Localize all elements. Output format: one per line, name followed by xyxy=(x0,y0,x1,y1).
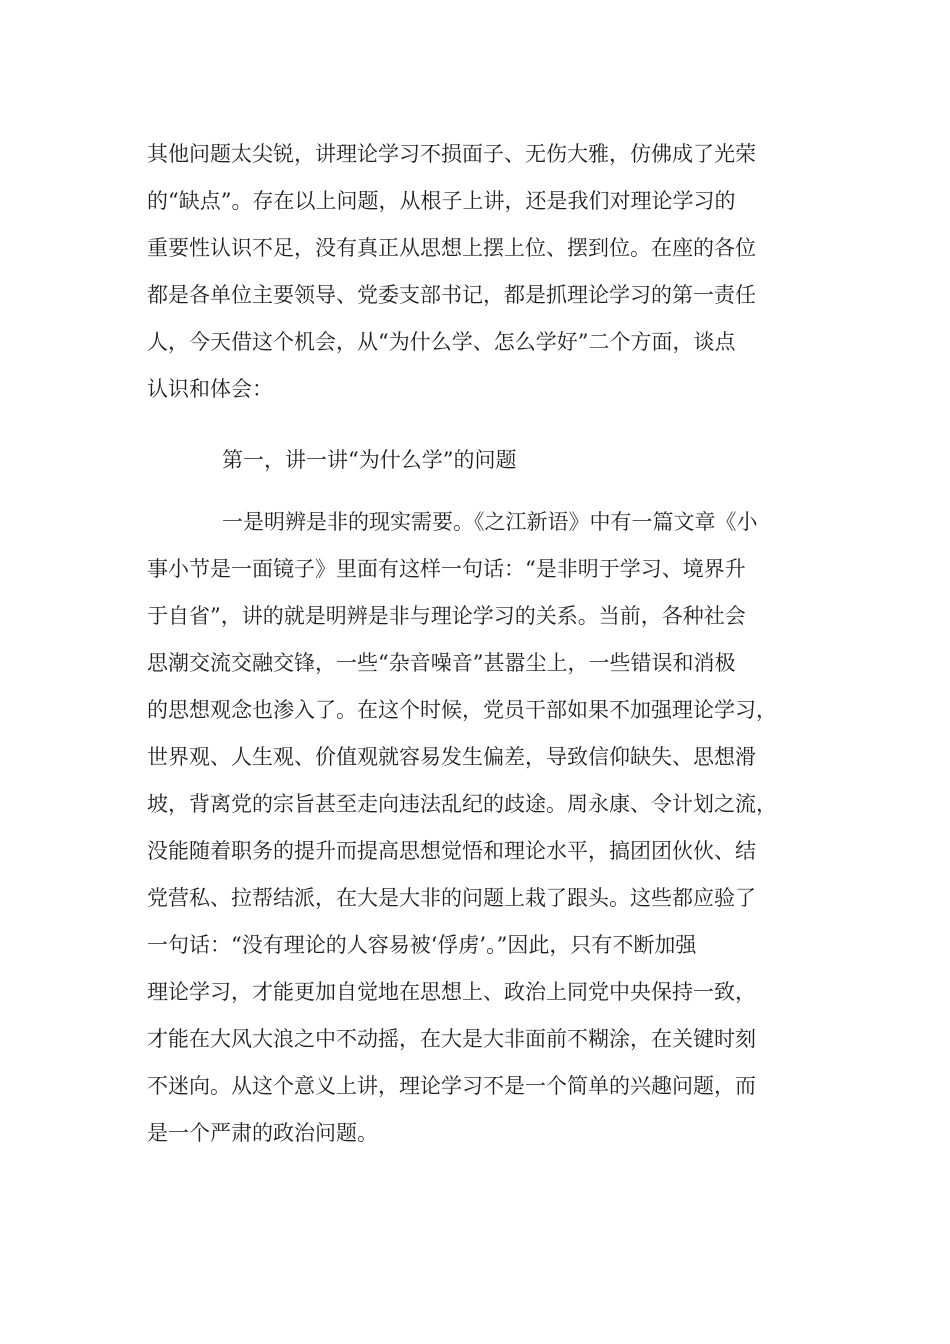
text-line: 都是各单位主要领导、党委支部书记，都是抓理论学习的第一责任 xyxy=(147,283,756,307)
text-line: 一是明辨是非的现实需要。《之江新语》中有一篇文章《小 xyxy=(222,510,758,534)
text-line: 认识和体会： xyxy=(147,377,273,401)
text-line: 人，今天借这个机会，从“为什么学、怎么学好”二个方面，谈点 xyxy=(147,330,736,354)
text-line: 理论学习，才能更加自觉地在思想上、政治上同党中央保持一致， xyxy=(147,980,756,1004)
text-line: 党营私、拉帮结派，在大是大非的问题上栽了跟头。这些都应验了 xyxy=(147,886,756,910)
text-line: 不迷向。从这个意义上讲，理论学习不是一个简单的兴趣问题，而 xyxy=(147,1074,756,1098)
text-line: 一句话：“没有理论的人容易被‘俘虏’。”因此，只有不断加强 xyxy=(147,933,697,957)
text-line: 没能随着职务的提升而提高思想觉悟和理论水平，搞团团伙伙、结 xyxy=(147,839,756,863)
text-line: 重要性认识不足，没有真正从思想上摆上位、摆到位。在座的各位 xyxy=(147,236,756,260)
section-heading: 第一，讲一讲“为什么学”的问题 xyxy=(222,448,517,472)
text-line: 的思想观念也渗入了。在这个时候，党员干部如果不加强理论学习， xyxy=(147,698,777,722)
text-line: 才能在大风大浪之中不动摇，在大是大非面前不糊涂，在关键时刻 xyxy=(147,1027,756,1051)
text-line: 思潮交流交融交锋，一些“杂音噪音”甚嚣尘上，一些错误和消极 xyxy=(147,651,736,675)
text-line: 于自省”，讲的就是明辨是非与理论学习的关系。当前，各种社会 xyxy=(147,604,746,628)
text-line: 世界观、人生观、价值观就容易发生偏差，导致信仰缺失、思想滑 xyxy=(147,745,756,769)
text-line: 是一个严肃的政治问题。 xyxy=(147,1121,378,1145)
text-line: 其他问题太尖锐，讲理论学习不损面子、无伤大雅，仿佛成了光荣 xyxy=(147,142,756,166)
text-line: 坡，背离党的宗旨甚至走向违法乱纪的歧途。周永康、令计划之流， xyxy=(147,792,777,816)
text-line: 的“缺点”。存在以上问题，从根子上讲，还是我们对理论学习的 xyxy=(147,189,736,213)
text-line: 事小节是一面镜子》里面有这样一句话：“是非明于学习、境界升 xyxy=(147,557,746,581)
